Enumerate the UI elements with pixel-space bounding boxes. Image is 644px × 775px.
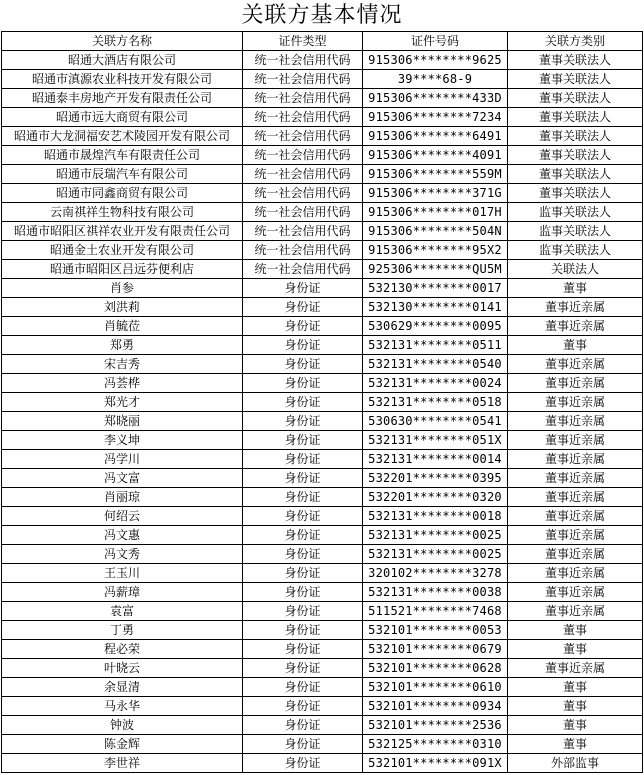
id-number-cell: 915306********95X2 [363, 241, 508, 260]
party-name-cell: 郑晓丽 [2, 412, 243, 431]
id-number-cell: 532131********051X [363, 431, 508, 450]
party-category-cell: 董事关联法人 [508, 165, 643, 184]
party-category-cell: 董事 [508, 697, 643, 716]
party-category-cell: 董事 [508, 735, 643, 754]
table-row [2, 165, 643, 184]
id-number-cell: 532201********0395 [363, 469, 508, 488]
table-row [2, 222, 643, 241]
id-number-cell: 532131********0025 [363, 545, 508, 564]
party-name-cell: 丁勇 [2, 621, 243, 640]
id-type-cell: 统一社会信用代码 [243, 108, 363, 127]
id-type-cell: 统一社会信用代码 [243, 127, 363, 146]
id-type-cell: 统一社会信用代码 [243, 70, 363, 89]
table-row [2, 51, 643, 70]
party-category-cell: 董事 [508, 640, 643, 659]
party-category-cell: 董事近亲属 [508, 450, 643, 469]
id-type-cell: 统一社会信用代码 [243, 51, 363, 70]
party-name-cell: 袁富 [2, 602, 243, 621]
id-type-cell: 身份证 [243, 298, 363, 317]
id-type-cell: 身份证 [243, 469, 363, 488]
id-type-cell: 身份证 [243, 583, 363, 602]
id-number-cell: 532101********0053 [363, 621, 508, 640]
party-category-cell: 董事近亲属 [508, 393, 643, 412]
party-name-cell: 钟波 [2, 716, 243, 735]
id-type-cell: 身份证 [243, 678, 363, 697]
id-type-cell: 身份证 [243, 336, 363, 355]
id-type-cell: 统一社会信用代码 [243, 165, 363, 184]
id-number-cell: 532131********0018 [363, 507, 508, 526]
table-row [2, 735, 643, 754]
id-type-cell: 身份证 [243, 412, 363, 431]
party-name-cell: 王玉川 [2, 564, 243, 583]
id-number-cell: 511521********7468 [363, 602, 508, 621]
id-number-cell: 532101********2536 [363, 716, 508, 735]
party-category-cell: 董事近亲属 [508, 355, 643, 374]
table-row [2, 640, 643, 659]
party-category-cell: 董事近亲属 [508, 583, 643, 602]
party-name-cell: 肖参 [2, 279, 243, 298]
party-name-cell: 程必荣 [2, 640, 243, 659]
party-name-cell: 昭通市远大商贸有限公司 [2, 108, 243, 127]
party-name-cell: 马永华 [2, 697, 243, 716]
id-type-cell: 身份证 [243, 640, 363, 659]
id-number-cell: 915306********371G [363, 184, 508, 203]
table-row [2, 621, 643, 640]
party-name-cell: 肖毓莅 [2, 317, 243, 336]
party-name-cell: 云南祺祥生物科技有限公司 [2, 203, 243, 222]
table-row [2, 355, 643, 374]
party-name-cell: 昭通泰丰房地产开发有限责任公司 [2, 89, 243, 108]
party-category-cell: 董事关联法人 [508, 146, 643, 165]
id-type-cell: 统一社会信用代码 [243, 184, 363, 203]
related-party-table [1, 31, 643, 773]
party-name-cell: 郑勇 [2, 336, 243, 355]
table-row [2, 564, 643, 583]
table-row [2, 507, 643, 526]
party-category-cell: 董事近亲属 [508, 602, 643, 621]
id-type-cell: 身份证 [243, 697, 363, 716]
id-number-cell: 532131********0024 [363, 374, 508, 393]
table-row [2, 260, 643, 279]
party-name-cell: 陈金辉 [2, 735, 243, 754]
table-row [2, 469, 643, 488]
table-row [2, 716, 643, 735]
id-number-cell: 532131********0038 [363, 583, 508, 602]
table-header-row [2, 32, 643, 51]
party-name-cell: 昭通市昭阳区吕远芬便利店 [2, 260, 243, 279]
table-row [2, 336, 643, 355]
id-type-cell: 身份证 [243, 317, 363, 336]
table-row [2, 241, 643, 260]
party-category-cell: 董事近亲属 [508, 526, 643, 545]
party-name-cell: 昭通市同鑫商贸有限公司 [2, 184, 243, 203]
id-type-cell: 身份证 [243, 716, 363, 735]
page-title: 关联方基本情况 [241, 3, 403, 28]
id-type-cell: 统一社会信用代码 [243, 89, 363, 108]
party-category-cell: 关联法人 [508, 260, 643, 279]
id-type-cell: 身份证 [243, 735, 363, 754]
id-type-cell: 身份证 [243, 488, 363, 507]
id-number-cell: 532131********0511 [363, 336, 508, 355]
id-number-cell: 530630********0541 [363, 412, 508, 431]
party-category-cell: 董事近亲属 [508, 317, 643, 336]
header-party-category: 关联方类别 [508, 32, 643, 51]
table-body [2, 51, 643, 773]
table-row [2, 374, 643, 393]
id-type-cell: 统一社会信用代码 [243, 260, 363, 279]
party-category-cell: 董事近亲属 [508, 659, 643, 678]
party-name-cell: 刘洪莉 [2, 298, 243, 317]
id-number-cell: 915306********504N [363, 222, 508, 241]
party-name-cell: 昭通金土农业开发有限公司 [2, 241, 243, 260]
table-row [2, 659, 643, 678]
party-name-cell: 冯薪璋 [2, 583, 243, 602]
party-name-cell: 昭通市滇源农业科技开发有限公司 [2, 70, 243, 89]
party-name-cell: 冯学川 [2, 450, 243, 469]
party-category-cell: 董事近亲属 [508, 545, 643, 564]
party-category-cell: 董事近亲属 [508, 431, 643, 450]
party-name-cell: 昭通市辰瑞汽车有限公司 [2, 165, 243, 184]
party-category-cell: 董事关联法人 [508, 70, 643, 89]
party-name-cell: 郑光才 [2, 393, 243, 412]
party-name-cell: 宋吉秀 [2, 355, 243, 374]
table-row [2, 583, 643, 602]
party-category-cell: 董事近亲属 [508, 507, 643, 526]
id-type-cell: 身份证 [243, 355, 363, 374]
table-row [2, 678, 643, 697]
table-row [2, 127, 643, 146]
table-row [2, 412, 643, 431]
id-type-cell: 身份证 [243, 279, 363, 298]
id-number-cell: 532101********0628 [363, 659, 508, 678]
party-category-cell: 董事近亲属 [508, 469, 643, 488]
id-number-cell: 915306********9625 [363, 51, 508, 70]
id-type-cell: 身份证 [243, 507, 363, 526]
header-id-type: 证件类型 [243, 32, 363, 51]
party-name-cell: 冯文惠 [2, 526, 243, 545]
id-number-cell: 532131********0540 [363, 355, 508, 374]
id-type-cell: 统一社会信用代码 [243, 222, 363, 241]
party-name-cell: 何绍云 [2, 507, 243, 526]
party-name-cell: 昭通大酒店有限公司 [2, 51, 243, 70]
party-name-cell: 冯文富 [2, 469, 243, 488]
party-category-cell: 董事 [508, 336, 643, 355]
party-name-cell: 余显清 [2, 678, 243, 697]
id-number-cell: 532101********0934 [363, 697, 508, 716]
id-number-cell: 532125********0310 [363, 735, 508, 754]
table-row [2, 602, 643, 621]
table-row [2, 697, 643, 716]
header-id-number: 证件号码 [363, 32, 508, 51]
id-number-cell: 925306********QU5M [363, 260, 508, 279]
table-row [2, 146, 643, 165]
id-type-cell: 身份证 [243, 450, 363, 469]
party-name-cell: 肖丽琼 [2, 488, 243, 507]
party-category-cell: 董事关联法人 [508, 127, 643, 146]
id-type-cell: 身份证 [243, 431, 363, 450]
id-type-cell: 身份证 [243, 564, 363, 583]
id-type-cell: 身份证 [243, 393, 363, 412]
id-type-cell: 统一社会信用代码 [243, 146, 363, 165]
party-name-cell: 叶晓云 [2, 659, 243, 678]
table-row [2, 545, 643, 564]
table-row [2, 431, 643, 450]
party-name-cell: 冯荟桦 [2, 374, 243, 393]
table-row [2, 184, 643, 203]
party-category-cell: 董事关联法人 [508, 108, 643, 127]
id-type-cell: 统一社会信用代码 [243, 241, 363, 260]
party-category-cell: 董事近亲属 [508, 564, 643, 583]
table-row [2, 108, 643, 127]
party-category-cell: 外部监事 [508, 754, 643, 773]
id-number-cell: 532131********0025 [363, 526, 508, 545]
id-type-cell: 身份证 [243, 754, 363, 773]
table-row [2, 450, 643, 469]
id-number-cell: 915306********559M [363, 165, 508, 184]
table-row [2, 70, 643, 89]
id-number-cell: 532131********0014 [363, 450, 508, 469]
id-number-cell: 532101********0679 [363, 640, 508, 659]
id-number-cell: 532101********091X [363, 754, 508, 773]
party-category-cell: 董事 [508, 279, 643, 298]
party-category-cell: 董事近亲属 [508, 488, 643, 507]
table-row [2, 317, 643, 336]
id-type-cell: 身份证 [243, 659, 363, 678]
id-number-cell: 915306********017H [363, 203, 508, 222]
party-name-cell: 李世祥 [2, 754, 243, 773]
party-category-cell: 监事关联法人 [508, 203, 643, 222]
id-type-cell: 身份证 [243, 602, 363, 621]
id-number-cell: 530629********0095 [363, 317, 508, 336]
id-type-cell: 统一社会信用代码 [243, 203, 363, 222]
id-number-cell: 39****68-9 [363, 70, 508, 89]
party-category-cell: 董事近亲属 [508, 298, 643, 317]
table-row [2, 526, 643, 545]
party-category-cell: 董事 [508, 621, 643, 640]
party-category-cell: 董事 [508, 716, 643, 735]
party-name-cell: 冯文秀 [2, 545, 243, 564]
party-category-cell: 监事关联法人 [508, 222, 643, 241]
id-type-cell: 身份证 [243, 545, 363, 564]
party-category-cell: 董事关联法人 [508, 89, 643, 108]
table-row [2, 203, 643, 222]
id-number-cell: 915306********4091 [363, 146, 508, 165]
party-name-cell: 昭通市昭阳区祺祥农业开发有限责任公司 [2, 222, 243, 241]
party-category-cell: 董事近亲属 [508, 374, 643, 393]
party-name-cell: 李义坤 [2, 431, 243, 450]
party-name-cell: 昭通市晟煌汽车有限责任公司 [2, 146, 243, 165]
table-row [2, 754, 643, 773]
id-number-cell: 915306********433D [363, 89, 508, 108]
id-type-cell: 身份证 [243, 621, 363, 640]
party-category-cell: 董事近亲属 [508, 412, 643, 431]
table-row [2, 488, 643, 507]
id-number-cell: 532130********0017 [363, 279, 508, 298]
party-name-cell: 昭通市大龙洞福安艺术陵园开发有限公司 [2, 127, 243, 146]
party-category-cell: 董事关联法人 [508, 51, 643, 70]
table-row [2, 298, 643, 317]
party-category-cell: 董事 [508, 678, 643, 697]
id-number-cell: 532101********0610 [363, 678, 508, 697]
id-number-cell: 532201********0320 [363, 488, 508, 507]
party-category-cell: 监事关联法人 [508, 241, 643, 260]
id-number-cell: 320102********3278 [363, 564, 508, 583]
table-row [2, 89, 643, 108]
id-number-cell: 532130********0141 [363, 298, 508, 317]
header-party-name: 关联方名称 [2, 32, 243, 51]
id-number-cell: 915306********6491 [363, 127, 508, 146]
party-category-cell: 董事关联法人 [508, 184, 643, 203]
table-row [2, 279, 643, 298]
id-number-cell: 532131********0518 [363, 393, 508, 412]
id-type-cell: 身份证 [243, 374, 363, 393]
table-row [2, 393, 643, 412]
id-type-cell: 身份证 [243, 526, 363, 545]
id-number-cell: 915306********7234 [363, 108, 508, 127]
